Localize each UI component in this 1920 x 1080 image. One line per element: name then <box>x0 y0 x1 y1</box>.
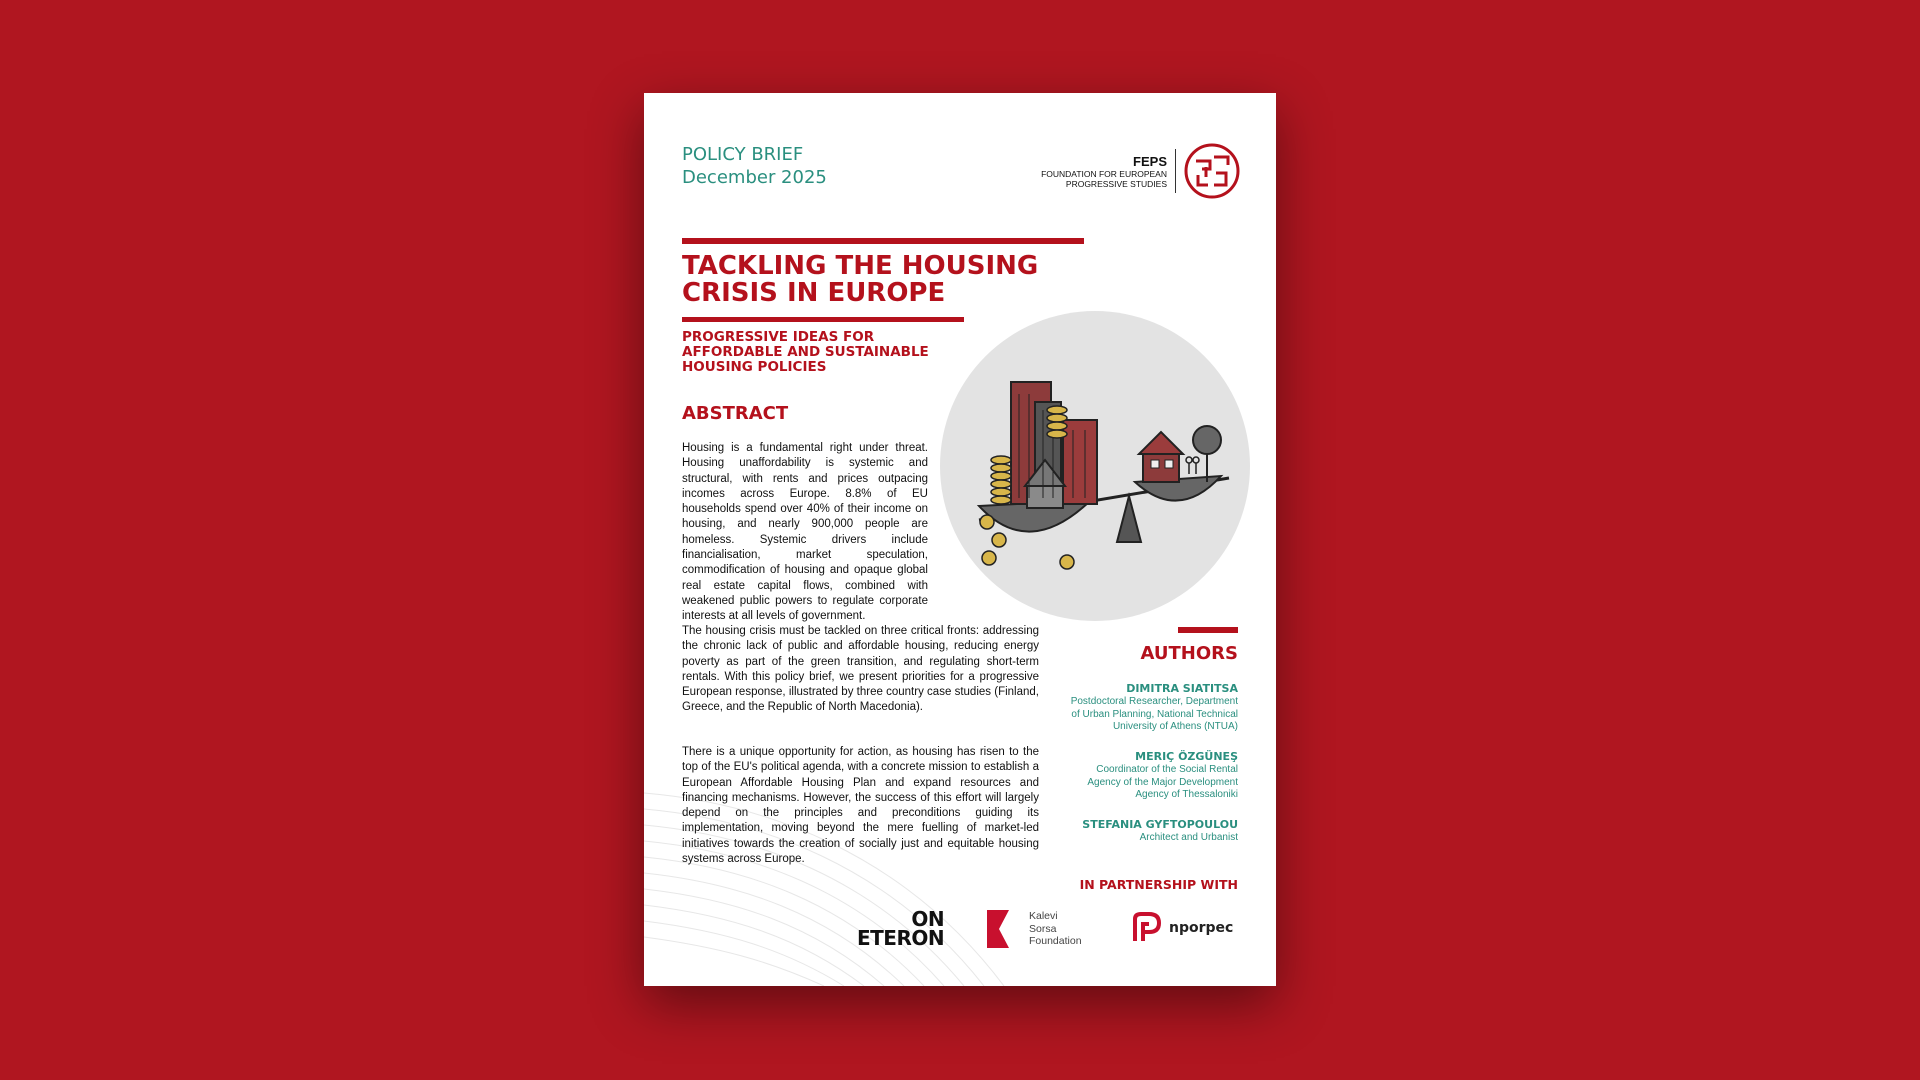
feps-separator <box>1175 149 1176 193</box>
authors-rule <box>1178 627 1238 633</box>
kalevi-k-icon <box>987 910 1021 948</box>
feps-name-line2: PROGRESSIVE STUDIES <box>1065 178 1167 189</box>
feps-emblem-icon <box>1184 143 1240 199</box>
doc-type-date <box>682 143 827 189</box>
feps-name-line1: FOUNDATION FOR EUROPEAN <box>1041 168 1167 179</box>
abstract-paragraph-2: The housing crisis must be tackled on three critical fronts: addressing the chronic lack of public and affordable housing, reducing energy poverty as part of the green transition, and regulating short-term rentals. With this policy brief, we present priorities for a progressive European response, illustrated by three country case studies (Finland, Greece, and the Republic of North Macedonia). <box>682 625 1039 714</box>
abstract-paragraph-1: Housing is a fundamental right under threat. Housing unaffordability is systemic and structural, with rents and prices outpacing incomes across Europe. 8.8% of EU households spend over 40% of their income on housing, and nearly 900,000 people are homeless. Systemic drivers include financialisation, market speculation, commodification of housing and opaque global real estate capital flows, combined with weakened public powers to regulate corporate interests at all levels of government. <box>682 442 928 623</box>
author-role: Agency of the Major Development <box>1087 776 1238 788</box>
date-label: December 2025 <box>682 167 827 188</box>
feps-logo <box>1041 143 1240 199</box>
title-bottom-rule <box>682 317 964 322</box>
author-entry <box>1018 682 1238 734</box>
feps-acronym: FEPS <box>1133 153 1167 169</box>
author-name: MERIÇ ÖZGÜNEŞ <box>1135 750 1238 763</box>
author-role: Agency of Thessaloniki <box>1135 789 1238 800</box>
partnership-heading: IN PARTNERSHIP WITH <box>1079 877 1238 892</box>
abstract-paragraph-3: There is a unique opportunity for action, as housing has risen to the top of the EU's political agenda, with a concrete mission to establish a European Affordable Housing Plan and expand resources and financing mechanisms. However, the success of this effort will largely depend on the principles and preconditions guiding its implementation, moving beyond the mere fuelling of market-led initiatives towards the creation of socially just and equitable housing systems across Europe. <box>682 746 1039 866</box>
kalevi-sorsa-logo: Kalevi Sorsa Foundation <box>987 910 1082 948</box>
nporpec-p-icon <box>1131 911 1165 945</box>
housing-scale-illustration <box>939 310 1251 622</box>
author-role: University of Athens (NTUA) <box>1112 721 1238 732</box>
author-role: Postdoctoral Researcher, Department <box>1070 696 1238 707</box>
authors-heading: AUTHORS <box>1140 643 1238 664</box>
policy-brief-cover <box>644 93 1276 986</box>
title-top-rule <box>682 238 1084 244</box>
author-entry <box>1018 818 1238 845</box>
author-name: STEFANIA GYFTOPOULOU <box>1082 818 1238 831</box>
author-name: DIMITRA SIATITSA <box>1126 682 1238 695</box>
document-subtitle: PROGRESSIVE IDEAS FOR AFFORDABLE AND SUSTAINABLE HOUSING POLICIES <box>682 329 929 375</box>
doc-type-label: POLICY BRIEF <box>682 144 804 165</box>
author-role: of Urban Planning, National Technical <box>1071 708 1238 720</box>
author-entry <box>1018 750 1238 802</box>
document-title: TACKLING THE HOUSING CRISIS IN EUROPE <box>682 251 1039 308</box>
nporpec-logo: nporpec <box>1131 911 1233 945</box>
abstract-heading: ABSTRACT <box>682 403 789 424</box>
eteron-logo: ON ETERON <box>857 907 945 950</box>
author-role: Architect and Urbanist <box>1139 832 1238 843</box>
author-role: Coordinator of the Social Rental <box>1096 764 1238 775</box>
